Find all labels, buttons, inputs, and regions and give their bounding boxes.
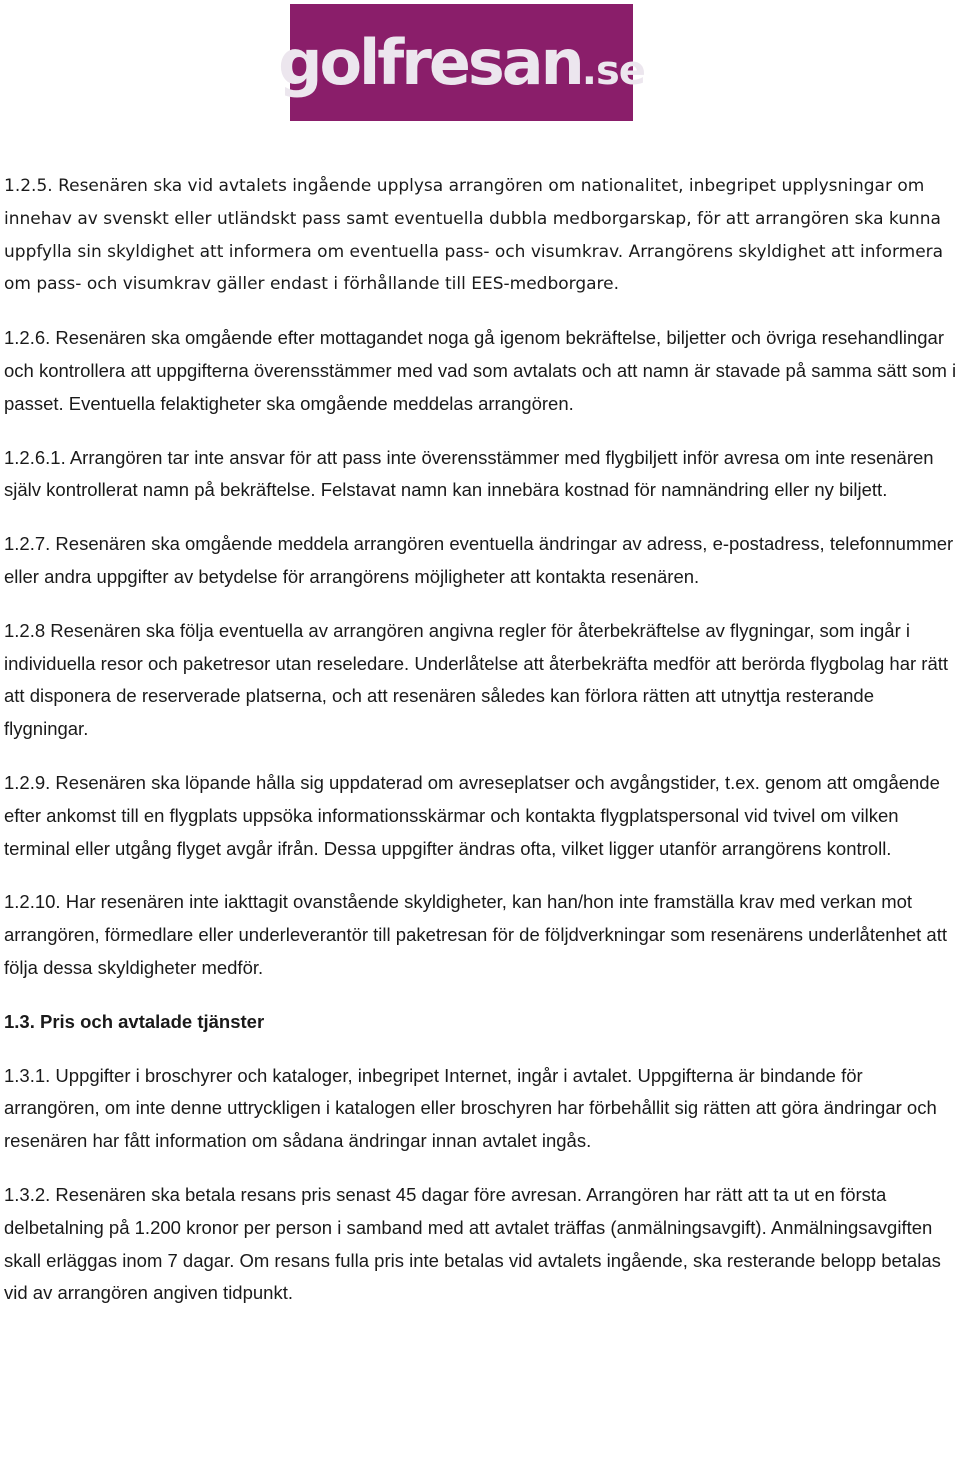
paragraph-1-3-1: 1.3.1. Uppgifter i broschyrer och kataloger, inbegripet Internet, ingår i avtalet. Uppgifterna är bindande för arrangören, om inte denne uttryckligen i katalogen eller broschyren har förbehållit sig rätten att göra ändringar och resenären har fått information om sådana ändringar innan avtalet ingås. — [4, 1064, 937, 1152]
logo-suffix: .se — [581, 47, 645, 94]
logo-text — [278, 25, 645, 99]
logo-box — [278, 4, 645, 121]
paragraph-1-2-8: 1.2.8 Resenären ska följa eventuella av arrangören angivna regler för återbekräftelse av flygningar, som ingår i individuella resor och paketresor utan reseledare. Underlåtelse att återbekräfta medför att berörda flygbolag har rätt att disponera de reserverade platserna, och att resenären således kan förlora rätten att utnyttja resterande flygningar. — [4, 619, 949, 740]
paragraph-1-2-5: 1.2.5. Resenären ska vid avtalets ingående upplysa arrangören om nationalitet, inbegripet upplysningar om innehav av svenskt eller utländskt pass samt eventuella dubbla medborgarskap, för att arrangören ska kunna uppfylla sin skyldighet att informera om eventuella pass- och visumkrav. Arrangörens skyldighet att informera om pass- och visumkrav gäller endast i förhållande till EES-medborgare. — [4, 176, 944, 295]
section-heading: 1.3. Pris och avtalade tjänster — [4, 1010, 265, 1032]
logo — [278, 4, 645, 121]
paragraph-1-2-6-1: 1.2.6.1. Arrangören tar inte ansvar för att pass inte överensstämmer med flygbiljett inför avresa om inte resenären själv kontrollerat namn på bekräftelse. Felstavat namn kan innebära kostnad för namnändring eller ny biljett. — [4, 446, 934, 501]
logo-name: golfresan — [278, 25, 582, 99]
paragraph-1-2-9: 1.2.9. Resenären ska löpande hålla sig uppdaterad om avreseplatser och avgångstider, t.ex. genom att omgående efter ankomst till en flygplats uppsöka informationsskärmar och kontakta flygplatspersonal vid tvivel om vilken terminal eller utgång flyget avgår ifrån. Dessa uppgifter ändras ofta, vilket ligger utanför arrangörens kontroll. — [4, 771, 940, 859]
paragraph-1-2-7: 1.2.7. Resenären ska omgående meddela arrangören eventuella ändringar av adress, e-postadress, telefonnummer eller andra uppgifter av betydelse för arrangörens möjligheter att kontakta resenären. — [4, 533, 954, 587]
paragraph-1-2-10: 1.2.10. Har resenären inte iakttagit ovanstående skyldigheter, kan han/hon inte framställa krav med verkan mot arrangören, förmedlare eller underleverantör till paketresan för de följdverkningar som resenärens underlåtenhet att följa dessa skyldigheter medför. — [4, 891, 947, 978]
paragraph-1-2-6: 1.2.6. Resenären ska omgående efter mottagandet noga gå igenom bekräftelse, biljetter och övriga resehandlingar och kontrollera att uppgifterna överensstämmer med vad som avtalats och att namn är stavade på samma sätt som i passet. Eventuella felaktigheter ska omgående meddelas arrangören. — [4, 327, 957, 414]
document-body — [4, 170, 958, 1331]
paragraph-1-3-2: 1.3.2. Resenären ska betala resans pris senast 45 dagar före avresan. Arrangören har rätt att ta ut en första delbetalning på 1.200 kronor per person i samband med att avtalet träffas (anmälningsavgift). Anmälningsavgiften skall erläggas inom 7 dagar. Om resans fulla pris inte betalas vid avtalets ingående, ska resterande belopp betalas vid av arrangören angiven tidpunkt. — [4, 1183, 941, 1304]
